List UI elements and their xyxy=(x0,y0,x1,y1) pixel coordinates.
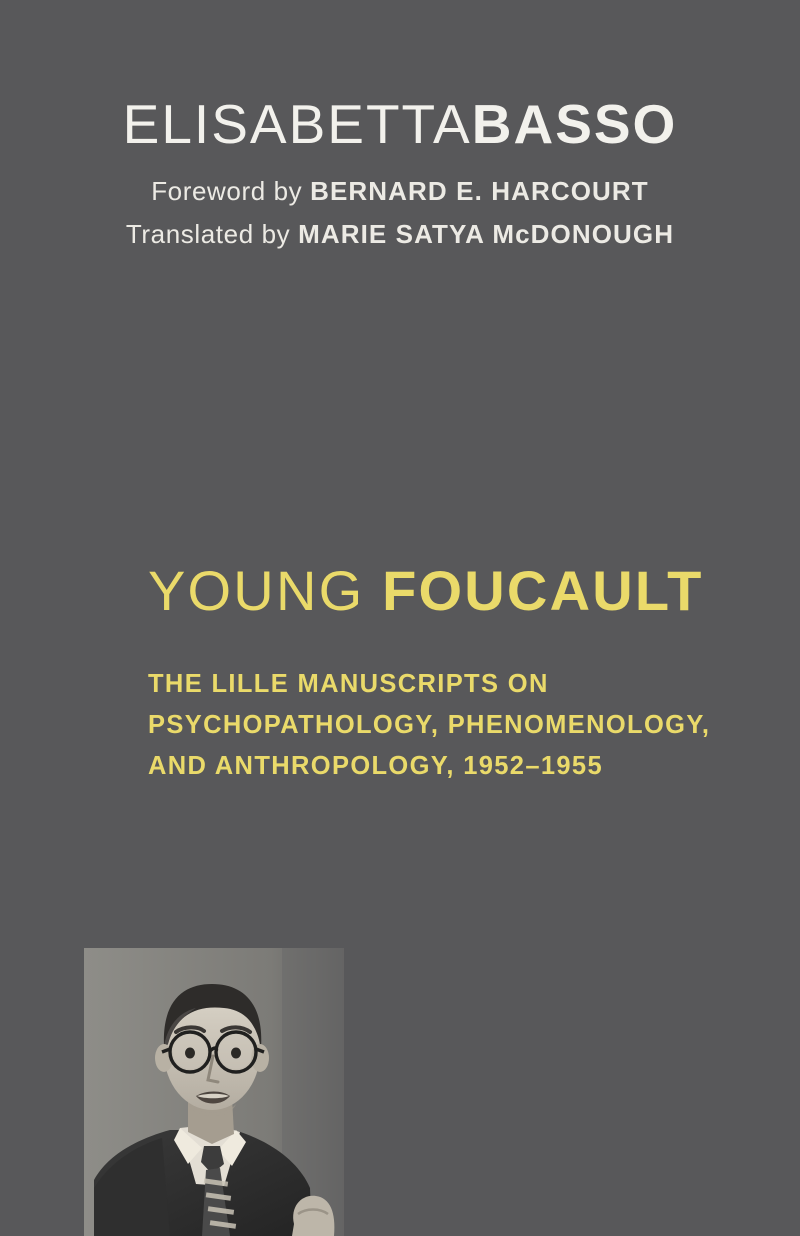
subtitle-line: THE LILLE MANUSCRIPTS ON xyxy=(148,669,549,698)
author-block xyxy=(0,93,800,250)
translator-label: Translated by xyxy=(125,218,299,249)
author-first-name: ELISABETTA xyxy=(122,93,472,155)
portrait-photo xyxy=(84,948,344,1236)
foreword-author: BERNARD E. HARCOURT xyxy=(310,175,649,206)
portrait-icon xyxy=(84,948,344,1236)
translator-name: MARIE SATYA McDONOUGH xyxy=(298,218,675,249)
subtitle-line: AND ANTHROPOLOGY, 1952–1955 xyxy=(148,752,603,781)
foreword-credit xyxy=(60,176,740,207)
subtitle xyxy=(148,664,711,788)
page-title xyxy=(148,560,740,622)
title-part-young: YOUNG xyxy=(148,559,383,622)
title-part-foucault: FOUCAULT xyxy=(382,559,704,622)
author-name xyxy=(60,93,740,155)
title-block xyxy=(148,560,740,787)
author-last-name: BASSO xyxy=(471,93,678,155)
translator-credit xyxy=(60,219,740,250)
foreword-label: Foreword by xyxy=(151,175,311,206)
subtitle-line: PSYCHOPATHOLOGY, PHENOMENOLOGY, xyxy=(148,710,711,739)
